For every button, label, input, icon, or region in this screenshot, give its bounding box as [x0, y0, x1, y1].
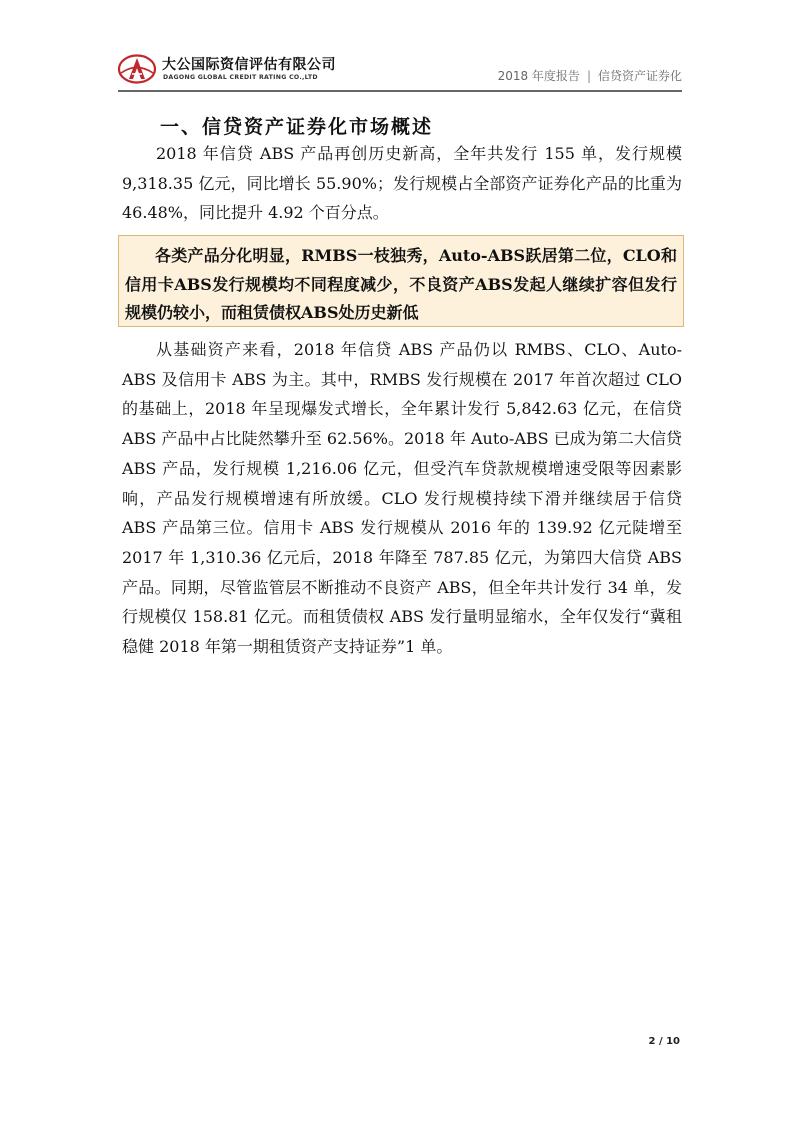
- report-topic: 信贷资产证券化: [597, 69, 682, 83]
- report-label: 2018 年度报告: [497, 69, 580, 83]
- section-title: 一、信贷资产证券化市场概述: [160, 116, 434, 138]
- detail-paragraph: 从基础资产来看，2018 年信贷 ABS 产品仍以 RMBS、CLO、Auto-ABS 及信用卡 ABS 为主。其中，RMBS 发行规模在 2017 年首次超过 CLO 的基础上，2018 年呈现爆发式增长，全年累计发行 5,842.63 亿元，在信贷 ABS 产品中占比陡然攀升至 62.56%。2018 年 Auto-ABS 已成为第二大信贷 ABS 产品，发行规模 1,216.06 亿元，但受汽车贷款规模增速受限等因素影响，产品发行规模增速有所放缓。CLO 发行规模持续下滑并继续居于信贷 ABS 产品第三位。信用卡 ABS 发行规模从 2016 年的 139.92 亿元陡增至 2017 年 1,310.36 亿元后，2018 年降至 787.85 亿元，为第四大信贷 ABS 产品。同期，尽管监管层不断推动不良资产 ABS，但全年共计发行 34 单，发行规模仅 158.81 亿元。而租赁债权 ABS 发行量明显缩水，全年仅发行“冀租稳健 2018 年第一期租赁资产支持证券”1 单。: [122, 340, 682, 657]
- intro-paragraph: 2018 年信贷 ABS 产品再创历史新高，全年共发行 155 单，发行规模 9,318.35 亿元，同比增长 55.90%；发行规模占全部资产证券化产品的比重为 46.48%，同比提升 4.92 个百分点。: [122, 144, 682, 223]
- header-separator: |: [586, 69, 591, 83]
- page-number: 2 / 10: [648, 1036, 680, 1047]
- header-divider: [118, 90, 682, 92]
- page-header: [118, 50, 682, 90]
- dagong-logo-icon: [118, 54, 156, 84]
- report-heading: [498, 67, 682, 84]
- company-name-en: DAGONG GLOBAL CREDIT RATING CO.,LTD: [163, 74, 318, 81]
- key-finding-box: [118, 235, 684, 327]
- company-name-cn: 大公国际资信评估有限公司: [162, 57, 336, 73]
- key-finding-text: 各类产品分化明显，RMBS一枝独秀，Auto-ABS跃居第二位，CLO和信用卡ABS发行规模均不同程度减少，不良资产ABS发起人继续扩容但发行规模仍较小，而租赁债权ABS处历史新低: [125, 246, 677, 322]
